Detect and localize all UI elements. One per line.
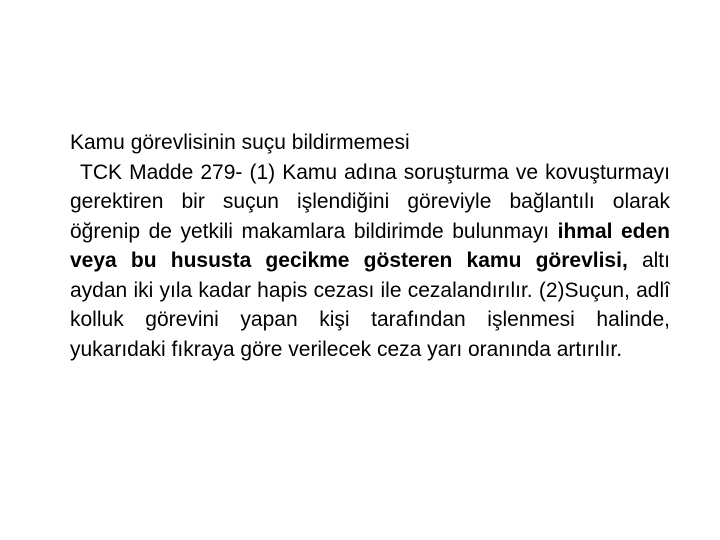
article-text-part-2: altı aydan iki yıla kadar hapis cezası ile cezalandırılır. (2)Suçun, adlî kolluk görevini yapan kişi tarafından işlenmesi halinde, yukarıdaki fıkraya göre verilecek ceza yarı oranında artırılır. [70, 249, 670, 361]
article-text-emphasis: ihmal eden veya bu hususta gecikme gösteren kamu görevlisi, [70, 219, 670, 272]
slide-heading: Kamu görevlisinin suçu bildirmemesi [70, 131, 410, 154]
article-text-part-1: TCK Madde 279- (1) Kamu adına soruşturma ve kovuşturmayı gerektiren bir suçun işlendiğini göreviyle bağlantılı olarak öğrenip de yetkili makamlara bildirimde bulunmayı [70, 160, 670, 243]
slide-content [70, 128, 670, 364]
law-article-text [70, 158, 670, 365]
